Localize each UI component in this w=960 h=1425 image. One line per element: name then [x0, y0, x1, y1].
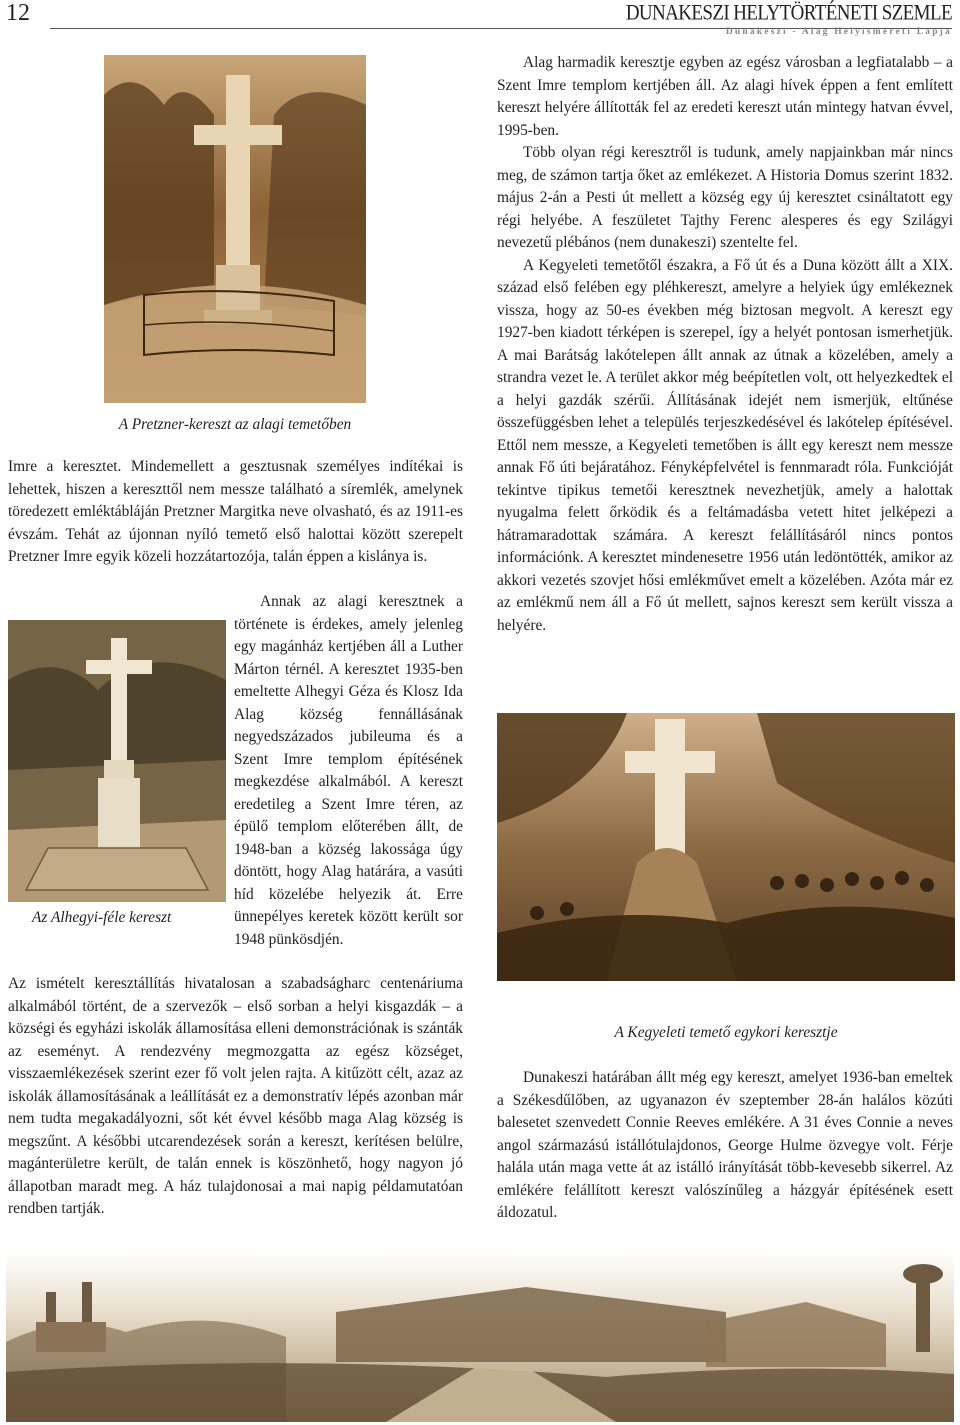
masthead-title: DUNAKESZI HELYTÖRTÉNETI SZEMLE — [625, 0, 952, 25]
paragraph-text: Az ismételt keresztállítás hivatalosan a szabadságharc centenáriuma alkalmából történt, de a szervezők – első sorban a helyi kisgazdák – a községi és egyházi iskolák államosítása elleni demonstrációnak is szánták az eseményt. A rendezvény megmozgatta az egész községet, visszaemlékezések szerint ezer fő volt jelen rajta. A kitűzött célt, azaz az iskolák államosításának a leállítását ez a demonstratív lépés azonban már nem tudta megakadályozni, sőt két évvel később maga Alag község is megszűnt. A későbbi utcarendezések során a kereszt, kerítésen belülre, magánterületre került, de talán ennek is köszönhető, hogy nagyon jó állapotban maradt meg. A ház tulajdonosai a mai napig példamutatóan rendben tartják. — [8, 975, 463, 1217]
photo-spacer — [8, 614, 234, 953]
right-paragraph-2: Több olyan régi keresztről is tudunk, amely napjainkban már nincs meg, de számon tartja őket az emlékezet. A Historia Domus szerint 1832. május 2-án a Pesti út mellett a község egy új keresztet csináltatott egy régi helyébe. A feszületet Tajthy Ferenc alesperes és egy Szilágyi nevezetű plébános (nem dunakeszi) szentelte fel. — [497, 144, 953, 251]
caption-kegyeleti: A Kegyeleti temető egykori keresztje — [614, 1024, 838, 1041]
caption-pretzner: A Pretzner-kereszt az alagi temetőben — [118, 416, 352, 433]
kegyeleti-cross-photo — [497, 713, 955, 981]
left-paragraph-1 — [8, 456, 463, 569]
paragraph-span: Annak az alagi keresztnek a története is érdekes, amely jelenleg egy magánház kertjében áll a Luther Márton térnél. A keresztet 1935-ben emeltette Alhegyi Géza és Klosz Ida Alag község fennállásának negyedszázados jubileuma és a Szent Imre templom építésének megkezdése alkalmából. A kereszt eredetileg a Szent Imre téren, az épülő templom előterében állt, de 1948-ban a község lakossága úgy döntött, hogy Alag határára, a vasúti híd közelébe helyezik át. Erre ünnepélyes keretek között került sor 1948 pünkösdjén. — [234, 593, 463, 948]
paragraph-text — [8, 591, 463, 951]
right-paragraph-3: A Kegyeleti temetőtől északra, a Fő út és a Duna között állt a XIX. század első felében egy pléhkereszt, amelyre a helyiek úgy emlékeznek vissza, hogy az 50-es években még biztosan megvolt. A kereszt egy 1927-ben kiadott térképen is szerepel, így a helyét pontosan ismerhetjük. A mai Barátság lakótelepen állt annak az útnak a közelében, amely a strandra vezet le. A terület akkor még beépítetlen volt, ott helyezkedtek el a helyi gazdák szérűi. Állításának idejét nem ismerjük, eltűnése összefüggésben lehet a település terjeszkedésével és lakótelep építésével. Ettől nem messze, a Kegyeleti temetőben is állt egy kereszt nem messze annak Fő úti bejáratához. Fényképfelvétel is fennmaradt róla. Funkcióját tekintve tipikus temetői keresztnek nevezhetjük, amely a halottak nyugalma felett őrködik és a feltámadásba vetett hitet jelképezi a hátramaradottak számára. A kereszt felállításáról nincs pontos információnk. A keresztet mindenesetre 1956 után ledöntötték, amikor az akkori vezetés szovjet hősi emlékművet emelt a közelében. Azóta már ez az emlékmű nem áll a Fő út mellett, sajnos kereszt sem került vissza a helyére. — [497, 256, 953, 634]
paragraph-text: Imre a keresztet. Mindemellett a gesztusnak személyes indítékai is lehettek, hiszen a kereszttől nem messze található a síremlék, amelynek töredezett emléktábláján Pretzner Margitka neve olvasható, és az 1911-es évszám. Tehát az újonnan nyíló temető első halottai között szerepelt Pretzner Imre egyik közeli hozzátartozója, talán éppen a kislánya is. — [8, 458, 463, 565]
right-column-text — [497, 52, 953, 637]
right-paragraph-1: Alag harmadik keresztje egyben az egész városban a legfiatalabb – a Szent Imre templom kertjében áll. Az alagi hívek éppen a fent említett kereszt helyére állították fel az eredeti kereszt után mintegy hatvan évvel, 1995-ben. — [497, 54, 953, 139]
right-paragraph-4 — [497, 1067, 953, 1225]
pretzner-cross-photo — [104, 55, 366, 403]
caption-alhegyi: Az Alhegyi-féle kereszt — [32, 909, 172, 926]
paragraph-text: Dunakeszi határában állt még egy kereszt, amelyet 1936-ban emeltek a Székesdűlőben, az ugyanazon év szeptember 28-án halálos közúti balesetet szenvedett Connie Reeves emlékére. A 31 éves Connie a neves angol származású istállótulajdonos, George Hulme özvegye volt. Férje halála után maga vette át az istálló irányítását több-kevesebb sikerrel. Az emlékére felállított kereszt valószínűleg a házgyár építésének esett áldozatul. — [497, 1069, 953, 1221]
masthead-subtitle: Dunakeszi - Alag Helyismereti Lapja — [725, 27, 952, 37]
page-number: 12 — [6, 0, 30, 26]
left-paragraph-2-bottom — [8, 973, 463, 1221]
left-paragraph-2-top — [8, 591, 463, 953]
town-panorama-photo — [6, 1252, 954, 1422]
masthead — [626, 2, 952, 38]
